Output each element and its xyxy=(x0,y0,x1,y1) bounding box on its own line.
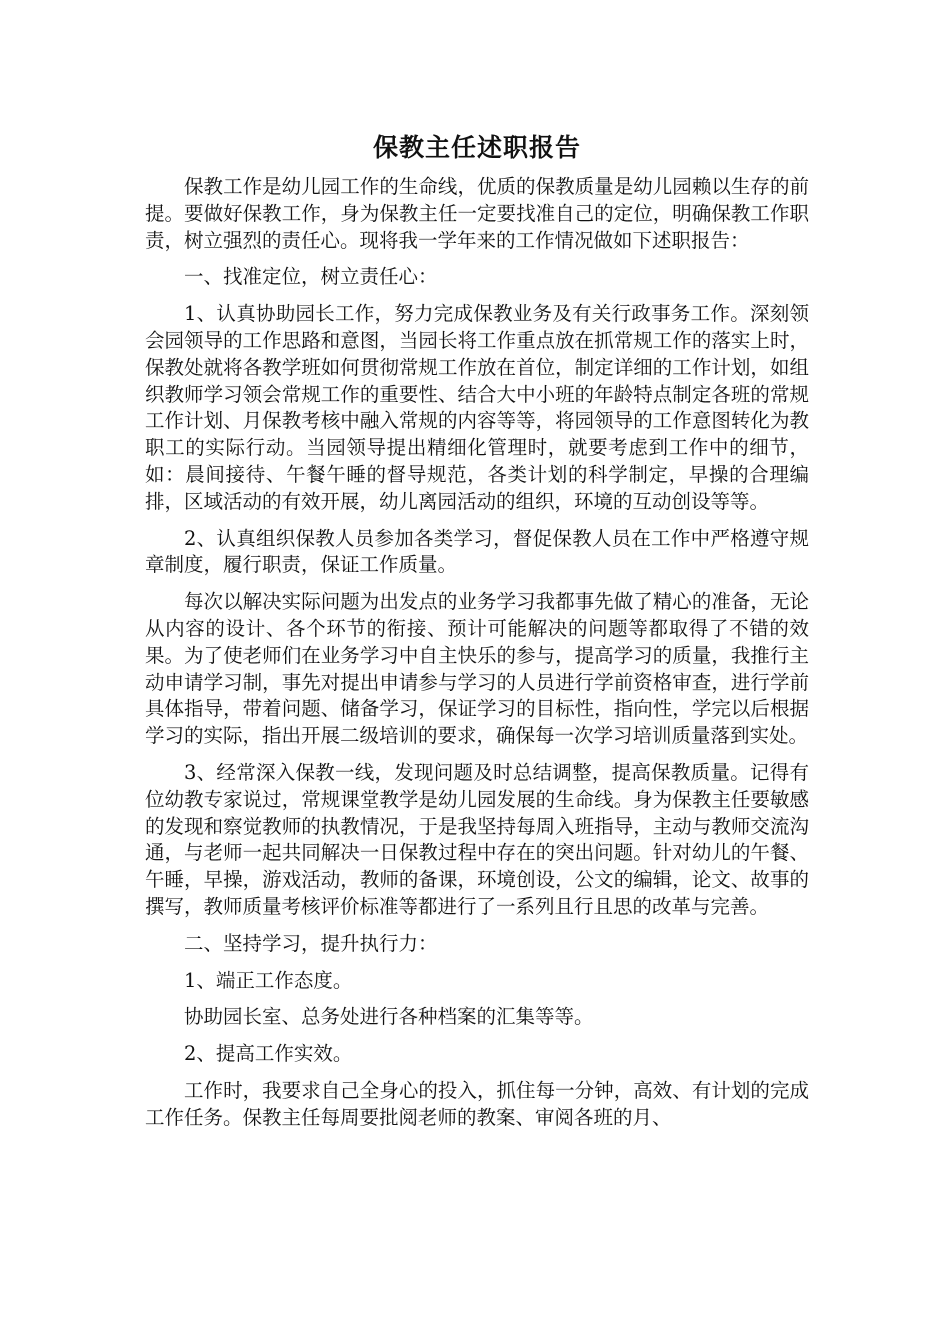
body-paragraph: 协助园长室、总务处进行各种档案的汇集等等。 xyxy=(184,1005,594,1029)
body-paragraph: 3、经常深入保教一线，发现问题及时总结调整，提高保教质量。记得有位幼教专家说过，常规课堂教学是幼儿园发展的生命线。身为保教主任要敏感的发现和察觉教师的执教情况，于是我坚持每周入班指导，主动与教师交流沟通，与老师一起共同解决一日保教过程中存在的突出问题。针对幼儿的午餐、午睡，早操，游戏活动，教师的备课，环境创设，公文的编辑，论文、故事的撰写，教师质量考核评价标准等都进行了一系列且行且思的改革与完善。 xyxy=(145,760,809,918)
body-paragraph: 工作时，我要求自己全身心的投入，抓住每一分钟，高效、有计划的完成工作任务。保教主任每周要批阅老师的教案、审阅各班的月、 xyxy=(145,1078,809,1129)
body-paragraph: 2、提高工作实效。 xyxy=(184,1042,353,1066)
intro-paragraph: 保教工作是幼儿园工作的生命线，优质的保教质量是幼儿园赖以生存的前提。要做好保教工作，身为保教主任一定要找准自己的定位，明确保教工作职责，树立强烈的责任心。现将我一学年来的工作情况做如下述职报告： xyxy=(145,175,809,252)
section-heading-1: 一、找准定位，树立责任心： xyxy=(184,265,438,289)
body-paragraph: 1、认真协助园长工作，努力完成保教业务及有关行政事务工作。深刻领会园领导的工作思路和意图，当园长将工作重点放在抓常规工作的落实上时，保教处就将各教学班如何贯彻常规工作放在首位，制定详细的工作计划，如组织教师学习领会常规工作的重要性、结合大中小班的年龄特点制定各班的常规工作计划、月保教考核中融入常规的内容等等，将园领导的工作意图转化为教职工的实际行动。当园领导提出精细化管理时，就要考虑到工作中的细节，如：晨间接待、午餐午睡的督导规范，各类计划的科学制定，早操的合理编排，区域活动的有效开展，幼儿离园活动的组织，环境的互动创设等等。 xyxy=(145,302,809,513)
body-paragraph: 每次以解决实际问题为出发点的业务学习我都事先做了精心的准备，无论从内容的设计、各个环节的衔接、预计可能解决的问题等都取得了不错的效果。为了使老师们在业务学习中自主快乐的参与，提高学习的质量，我推行主动申请学习制，事先对提出申请参与学习的人员进行学前资格审查，进行学前具体指导，带着问题、储备学习，保证学习的目标性，指向性，学完以后根据学习的实际，指出开展二级培训的要求，确保每一次学习培训质量落到实处。 xyxy=(145,590,809,748)
document-page xyxy=(145,128,809,1142)
body-paragraph: 1、端正工作态度。 xyxy=(184,968,353,992)
document-title: 保教主任述职报告 xyxy=(372,133,581,162)
section-heading-2: 二、坚持学习，提升执行力： xyxy=(184,931,438,955)
body-paragraph: 2、认真组织保教人员参加各类学习，督促保教人员在工作中严格遵守规章制度，履行职责，保证工作质量。 xyxy=(145,526,809,577)
